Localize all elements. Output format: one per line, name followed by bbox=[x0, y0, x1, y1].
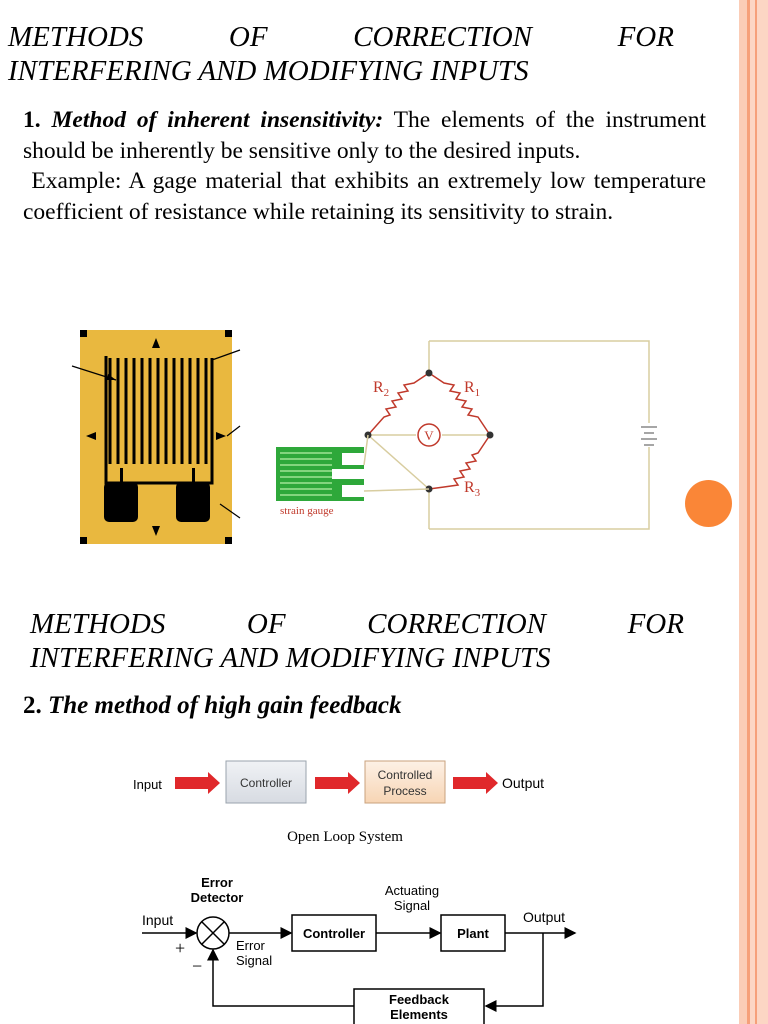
closed-loop-diagram bbox=[140, 872, 580, 1024]
side-stripe-light bbox=[739, 0, 747, 1024]
error-detector-line1: Error bbox=[201, 875, 233, 890]
r3-sub: 3 bbox=[474, 487, 481, 499]
side-stripe-line bbox=[755, 0, 757, 1024]
heading-word: OF bbox=[246, 608, 286, 640]
heading-word: OF bbox=[228, 21, 268, 53]
slide-heading-2 bbox=[30, 607, 684, 675]
strain-gauge-icon bbox=[276, 447, 364, 501]
feedback-line1: Feedback bbox=[389, 992, 449, 1007]
summing-junction-icon bbox=[197, 917, 229, 949]
heading-word: METHODS bbox=[8, 21, 144, 53]
closed-loop-input-label: Input bbox=[142, 912, 174, 928]
open-loop-caption: Open Loop System bbox=[287, 829, 403, 845]
red-arrow-icon bbox=[175, 772, 220, 794]
actuating-signal-line2: Signal bbox=[393, 898, 431, 913]
heading-word: FOR bbox=[617, 21, 674, 53]
svg-text:R1 bbox=[464, 379, 480, 399]
red-arrow-icon bbox=[315, 772, 360, 794]
r1-label: R bbox=[464, 379, 475, 396]
voltmeter-label: V bbox=[424, 428, 434, 443]
method-1-number: 1. bbox=[23, 107, 41, 133]
side-stripe-pale bbox=[750, 0, 768, 1024]
heading-word: FOR bbox=[627, 608, 684, 640]
svg-text:R3 bbox=[464, 479, 481, 499]
method-1-title: Method of inherent insensitivity: bbox=[51, 107, 384, 133]
strain-gauge-label: strain gauge bbox=[280, 505, 334, 517]
feedback-line2: Elements bbox=[390, 1007, 448, 1022]
open-loop-input-label: Input bbox=[133, 777, 162, 792]
open-loop-process-line1: Controlled bbox=[377, 768, 433, 782]
r1-sub: 1 bbox=[474, 387, 481, 399]
r2-label: R bbox=[373, 379, 384, 396]
slide-heading-1 bbox=[8, 20, 674, 88]
actuating-signal-line1: Actuating bbox=[384, 883, 440, 898]
error-signal-line2: Signal bbox=[236, 953, 273, 968]
heading-line-2: INTERFERING AND MODIFYING INPUTS bbox=[30, 642, 551, 674]
r3-label: R bbox=[464, 479, 475, 496]
error-detector-line2: Detector bbox=[190, 890, 244, 905]
method-2-heading bbox=[23, 692, 401, 720]
r2-sub: 2 bbox=[383, 387, 390, 399]
method-1-text: The elements of the instrument should be inherently be sensitive only to the desired inputs. bbox=[23, 107, 707, 164]
open-loop-diagram bbox=[128, 757, 568, 853]
open-loop-process-line2: Process bbox=[383, 784, 427, 798]
plus-sign: + bbox=[175, 938, 186, 958]
strain-gauge-foil-image bbox=[72, 328, 242, 548]
closed-loop-controller-label: Controller bbox=[302, 926, 366, 941]
heading-word: CORRECTION bbox=[353, 21, 533, 53]
method-2-number: 2. bbox=[23, 692, 42, 719]
heading-line-2: INTERFERING AND MODIFYING INPUTS bbox=[8, 55, 529, 87]
closed-loop-output-label: Output bbox=[523, 909, 566, 925]
open-loop-controller-label: Controller bbox=[239, 776, 293, 790]
plant-label: Plant bbox=[457, 926, 489, 941]
method-1-paragraph bbox=[23, 105, 706, 228]
error-signal-line1: Error bbox=[236, 938, 265, 953]
method-2-title: The method of high gain feedback bbox=[48, 692, 402, 719]
red-arrow-icon bbox=[453, 772, 498, 794]
heading-word: CORRECTION bbox=[367, 608, 547, 640]
heading-word: METHODS bbox=[30, 608, 166, 640]
minus-sign: − bbox=[192, 956, 203, 976]
wheatstone-bridge-diagram bbox=[272, 335, 662, 535]
open-loop-output-label: Output bbox=[502, 775, 545, 791]
svg-text:R2 bbox=[373, 379, 389, 399]
method-1-example: Example: A gage material that exhibits an extremely low temperature coefficient of resistance while retaining its sensitivity to strain. bbox=[23, 168, 706, 226]
orange-circle-decoration bbox=[685, 480, 732, 527]
